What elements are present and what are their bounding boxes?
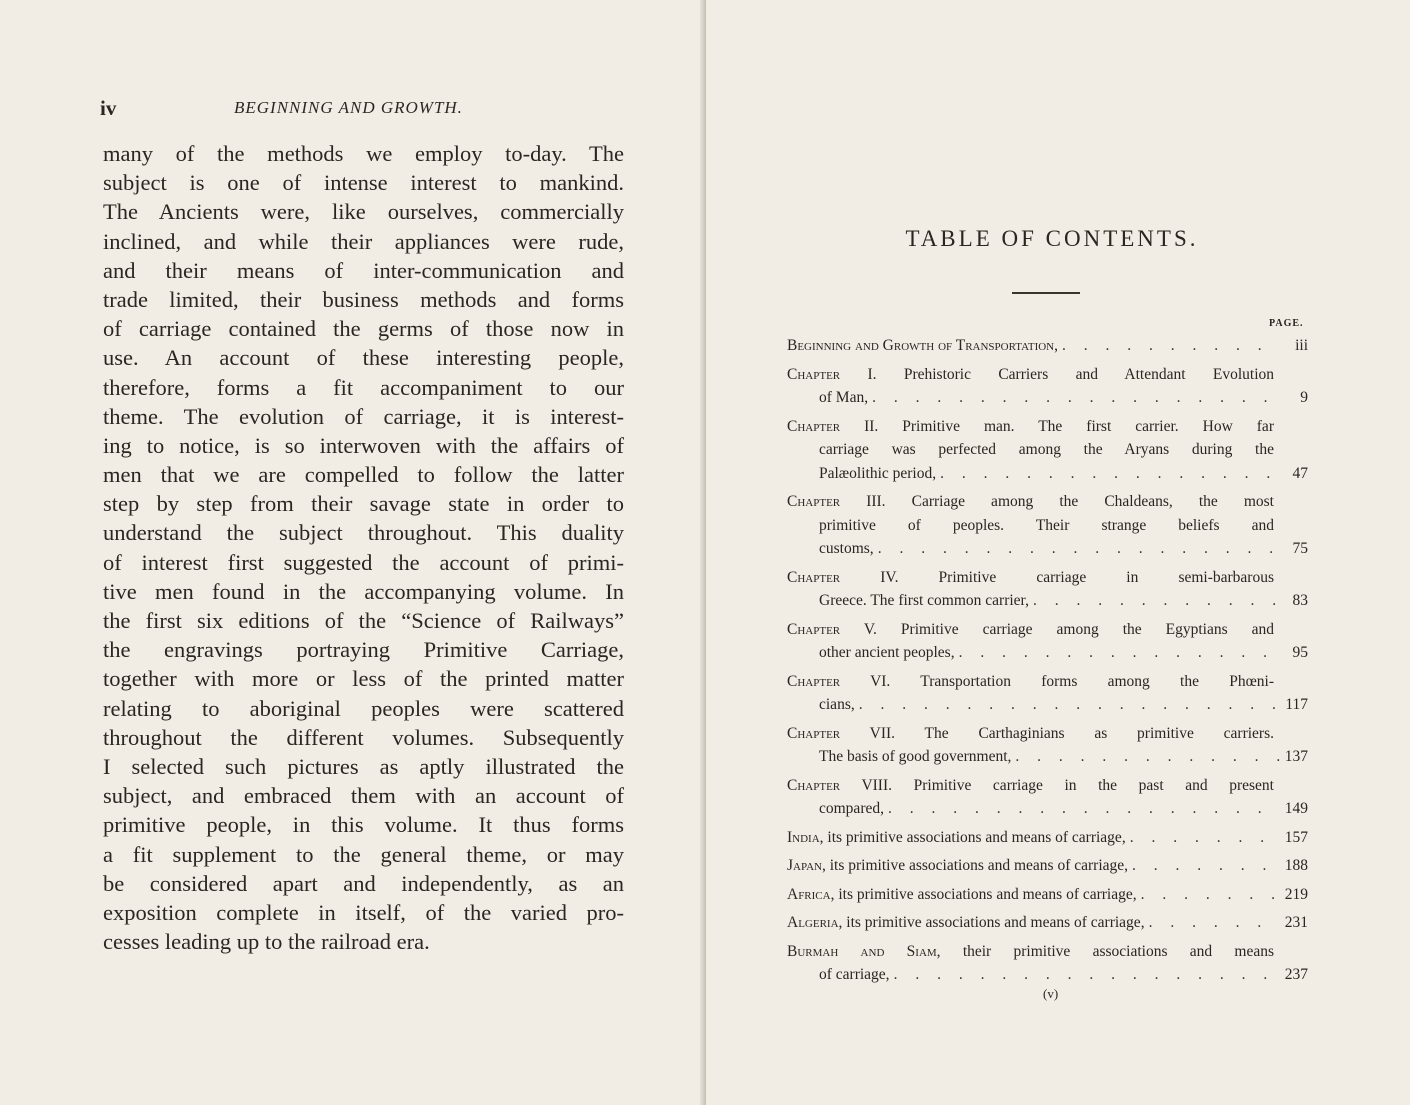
toc-entry-text: its primitive associations and means of carriage,: [823, 828, 1126, 846]
toc-page-number: 149: [1284, 800, 1308, 817]
toc-entry-head: Beginning and Growth of Transportation,: [787, 337, 1058, 354]
toc-line: [787, 514, 1308, 538]
toc-entry-text: The basis of good government,: [819, 748, 1012, 765]
toc-entry-text: cians,: [819, 696, 855, 713]
toc-page-number: 9: [1300, 389, 1308, 406]
leader-dots: [872, 386, 1280, 410]
toc-entry-text: primitive of peoples. Their strange beliefs and: [819, 516, 1274, 534]
toc-entry-text: of carriage,: [819, 966, 890, 983]
toc-entry-text: compared,: [819, 800, 884, 817]
body-line: theme. The evolution of carriage, it is interest-: [103, 403, 624, 429]
page-column-header: PAGE.: [1269, 318, 1304, 329]
toc-entry-text: Greece. The first common carrier,: [819, 592, 1029, 609]
toc-page-number: iii: [1295, 337, 1308, 354]
body-line: I selected such pictures as aptly illustrated the: [103, 753, 624, 779]
toc-entry-head: India,: [787, 828, 824, 846]
running-head: [100, 96, 630, 126]
toc-entry: [787, 334, 1308, 358]
body-line: subject is one of intense interest to mankind.: [103, 170, 624, 196]
toc-line: [787, 670, 1308, 694]
toc-entry-text: Primitive man. The first carrier. How far: [878, 417, 1274, 435]
toc-entry: [787, 883, 1308, 907]
toc-entry: [787, 940, 1308, 987]
toc-entry-head: Africa,: [787, 885, 835, 903]
body-line: trade limited, their business methods and forms: [103, 286, 624, 312]
body-line: and their means of inter-communication and: [103, 257, 624, 283]
toc-page-number: 47: [1292, 464, 1308, 482]
toc-line: [787, 826, 1308, 850]
toc-entry-head: Chapter VI.: [787, 672, 891, 690]
toc-entry: [787, 670, 1308, 717]
toc-page-number: 188: [1284, 857, 1308, 874]
toc-entry-head: Chapter VIII.: [787, 776, 893, 794]
toc-line: [787, 693, 1308, 717]
running-title: BEGINNING AND GROWTH.: [234, 98, 463, 117]
toc-entry-text: its primitive associations and means of carriage,: [825, 857, 1129, 874]
toc-page-number: 219: [1284, 885, 1308, 903]
body-line: cesses leading up to the railroad era.: [103, 929, 430, 955]
toc-page-number: 237: [1284, 966, 1308, 983]
leader-dots: [1015, 745, 1280, 769]
toc-entry-text: Prehistoric Carriers and Attendant Evolution: [876, 365, 1275, 383]
toc-line: [787, 911, 1308, 935]
folio: (v): [1043, 986, 1059, 1001]
toc-page-number: 83: [1292, 592, 1308, 609]
toc-entry: [787, 774, 1308, 821]
toc-entry-head: Chapter IV.: [787, 568, 899, 586]
leader-dots: [959, 641, 1280, 665]
toc-line: [787, 641, 1308, 665]
toc-entry: [787, 911, 1308, 935]
body-line: subject, and embraced them with an account of: [103, 783, 624, 809]
toc-entry-head: Algeria,: [787, 914, 843, 931]
toc-entry-text: Transportation forms among the Phœni-: [890, 672, 1274, 690]
toc-entry-text: carriage was perfected among the Aryans during the: [819, 441, 1274, 458]
leader-dots: [1132, 854, 1280, 878]
toc-entry-head: Chapter V.: [787, 620, 877, 638]
body-line: many of the methods we employ to-day. The: [103, 141, 624, 166]
leader-dots: [894, 963, 1280, 987]
toc-entry-text: its primitive associations and means of carriage,: [834, 885, 1137, 903]
toc-entry-head: Chapter II.: [787, 417, 879, 435]
toc-entry-text: their primitive associations and means: [940, 942, 1274, 960]
leader-dots: [878, 537, 1280, 561]
leader-dots: [1149, 911, 1280, 935]
toc-entry: [787, 854, 1308, 878]
toc-line: [787, 963, 1308, 987]
body-line: The Ancients were, like ourselves, commercially: [103, 199, 624, 225]
toc-page-number: 95: [1292, 644, 1308, 661]
toc-list: [787, 334, 1308, 992]
page-number: iv: [100, 96, 117, 120]
toc-entry-head: Chapter VII.: [787, 724, 896, 742]
toc-entry-text: Primitive carriage in semi-barbarous: [898, 568, 1275, 586]
toc-line: [787, 490, 1308, 514]
toc-entry: [787, 415, 1308, 486]
toc-entry-text: of Man,: [819, 389, 869, 406]
toc-page-number: 137: [1284, 748, 1308, 765]
toc-line: [787, 774, 1308, 798]
toc-entry-text: customs,: [819, 540, 874, 557]
toc-entry-text: its primitive associations and means of carriage,: [842, 914, 1145, 931]
toc-line: [787, 722, 1308, 746]
toc-page-number: 157: [1284, 828, 1308, 846]
toc-page-number: 117: [1285, 696, 1308, 713]
body-line: use. An account of these interesting people,: [103, 345, 624, 371]
left-page: [0, 0, 703, 1105]
toc-entry-text: Palæolithic period,: [819, 464, 937, 482]
body-line: a fit supplement to the general theme, or may: [103, 841, 624, 867]
body-line: primitive people, in this volume. It thus forms: [103, 812, 624, 838]
toc-title-text: TABLE OF CONTENTS.: [905, 226, 1199, 251]
body-line: men that we are compelled to follow the latter: [103, 462, 624, 488]
body-line: ing to notice, is so interwoven with the affairs of: [103, 432, 624, 458]
leader-dots: [1062, 334, 1280, 358]
toc-line: [787, 854, 1308, 878]
toc-entry-head: Japan,: [787, 857, 826, 874]
toc-entry-text: The Carthaginians as primitive carriers.: [895, 724, 1274, 742]
toc-entry: [787, 722, 1308, 769]
body-line: of interest first suggested the account of primi-: [103, 549, 624, 575]
toc-line: [787, 363, 1308, 387]
toc-entry: [787, 826, 1308, 850]
body-line: tive men found in the accompanying volume. In: [103, 578, 624, 604]
toc-entry: [787, 490, 1308, 561]
body-line: therefore, forms a fit accompaniment to our: [103, 374, 624, 400]
toc-page-number: 231: [1284, 914, 1308, 931]
body-line: be considered apart and independently, as an: [103, 870, 624, 896]
toc-line: [787, 462, 1308, 486]
toc-line: [787, 386, 1308, 410]
leader-dots: [1130, 826, 1280, 850]
toc-entry-text: other ancient peoples,: [819, 644, 955, 661]
body-line: throughout the different volumes. Subsequently: [103, 724, 624, 750]
body-line: the engravings portraying Primitive Carriage,: [103, 637, 624, 663]
toc-line: [787, 797, 1308, 821]
leader-dots: [888, 797, 1280, 821]
body-line: together with more or less of the printed matter: [103, 666, 624, 692]
leader-dots: [859, 693, 1280, 717]
toc-line: [787, 334, 1308, 358]
toc-entry-head: Chapter III.: [787, 493, 886, 510]
leader-dots: [940, 462, 1280, 486]
body-line: understand the subject throughout. This duality: [103, 520, 624, 546]
toc-entry-head: Burmah and Siam,: [787, 942, 941, 960]
body-text: [103, 139, 624, 956]
body-line: relating to aboriginal peoples were scattered: [103, 695, 624, 721]
body-line: of carriage contained the germs of those now in: [103, 316, 624, 342]
toc-entry: [787, 363, 1308, 410]
toc-title: [706, 226, 1410, 252]
toc-entry: [787, 618, 1308, 665]
toc-line: [787, 537, 1308, 561]
toc-line: [787, 589, 1308, 613]
body-line: exposition complete in itself, of the varied pro-: [103, 899, 624, 925]
body-line: step by step from their savage state in order to: [103, 491, 624, 517]
body-line: inclined, and while their appliances were rude,: [103, 228, 624, 254]
toc-entry-text: Carriage among the Chaldeans, the most: [885, 493, 1274, 510]
toc-line: [787, 415, 1308, 439]
leader-dots: [1033, 589, 1280, 613]
toc-entry-head: Chapter I.: [787, 365, 877, 383]
toc-entry-text: Primitive carriage in the past and present: [892, 776, 1274, 794]
toc-line: [787, 940, 1308, 964]
title-rule: [1012, 292, 1080, 294]
toc-line: [787, 618, 1308, 642]
toc-page-number: 75: [1292, 540, 1308, 557]
toc-entry: [787, 566, 1308, 613]
toc-line: [787, 883, 1308, 907]
toc-line: [787, 745, 1308, 769]
leader-dots: [1141, 883, 1280, 907]
body-line: the first six editions of the “Science of Railways”: [103, 608, 624, 633]
toc-line: [787, 566, 1308, 590]
toc-line: [787, 438, 1308, 462]
toc-entry-text: Primitive carriage among the Egyptians and: [876, 620, 1274, 638]
